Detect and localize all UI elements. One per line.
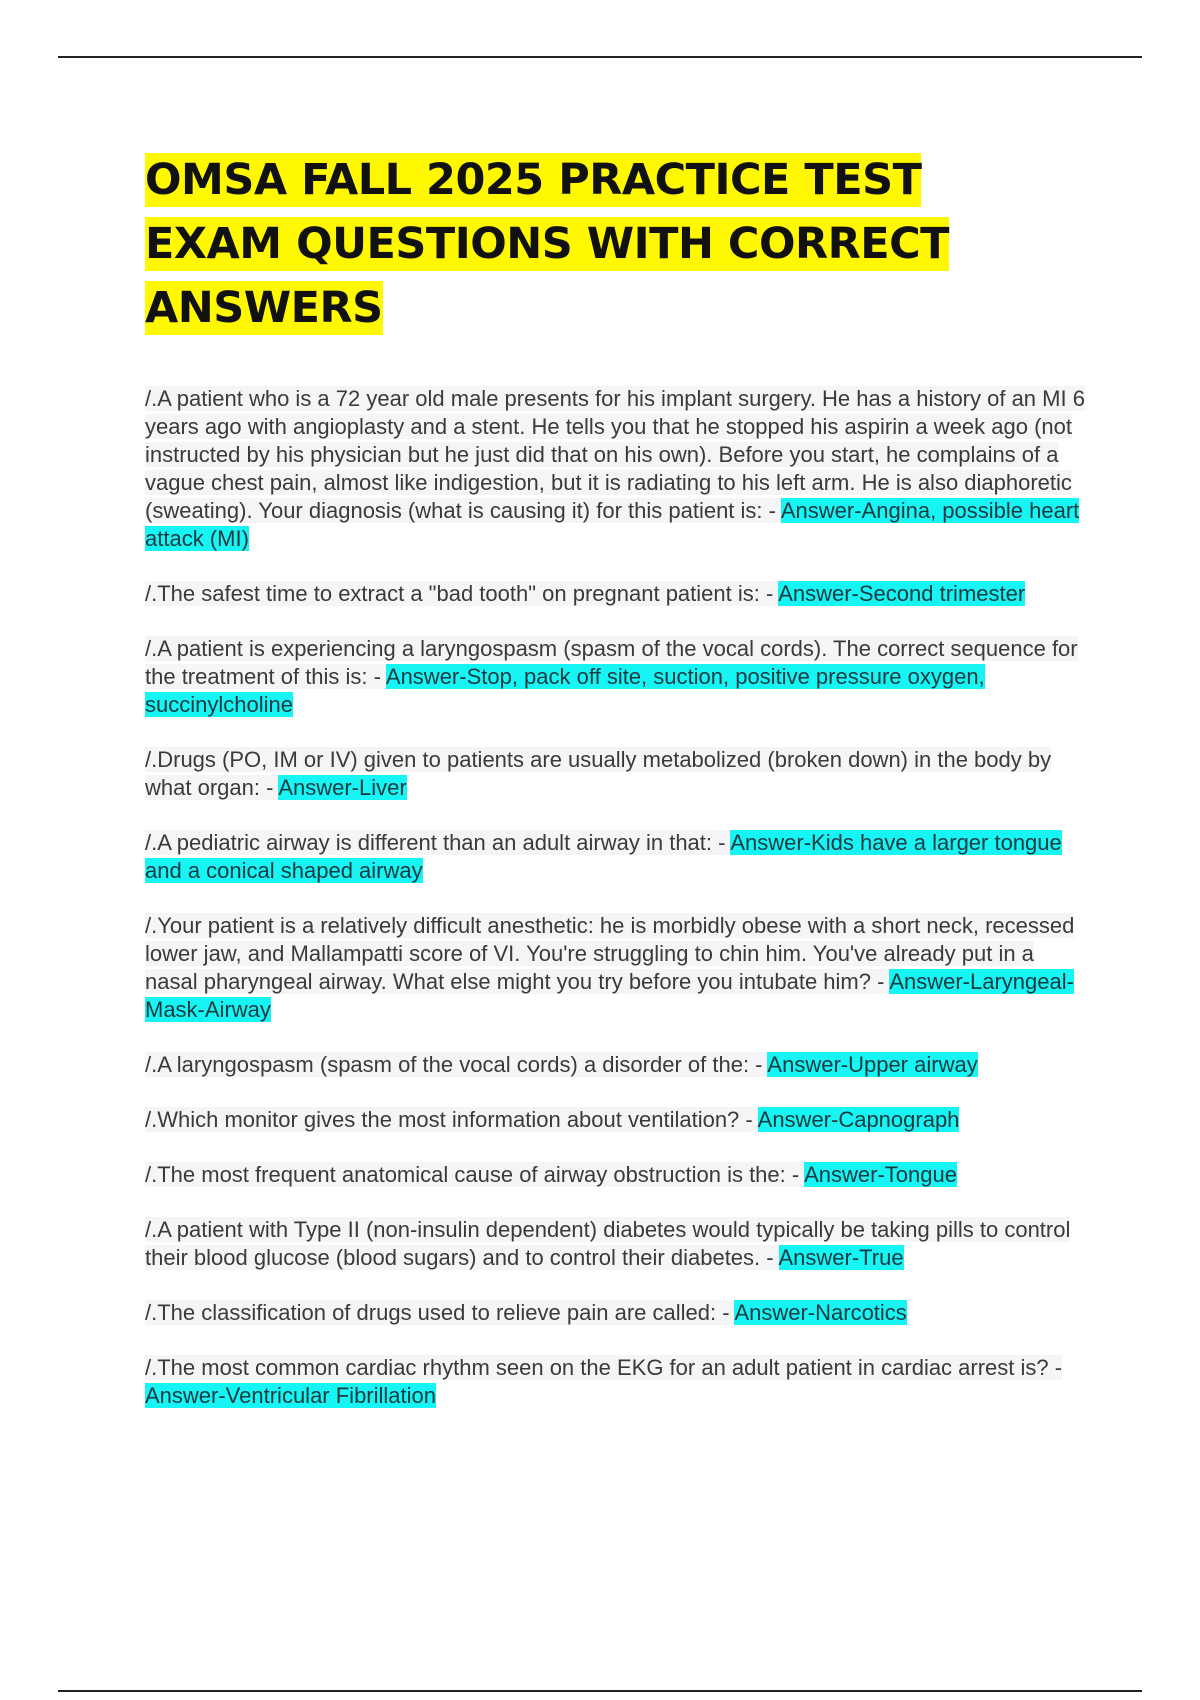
question-item	[145, 912, 1090, 1024]
question-item	[145, 635, 1090, 719]
question-item	[145, 1106, 1090, 1134]
question-item	[145, 1354, 1090, 1410]
question-item	[145, 1299, 1090, 1327]
question-text: /.A patient with Type II (non-insulin dependent) diabetes would typically be taking pills to control their blood glucose (blood sugars) and to control their diabetes. -	[145, 1217, 1071, 1270]
answer-text: Answer-Stop, pack off site, suction, positive pressure oxygen, succinylcholine	[145, 664, 985, 717]
answer-text: Answer-True	[778, 1245, 904, 1270]
question-text: /.A patient who is a 72 year old male presents for his implant surgery. He has a history of an MI 6 years ago with angioplasty and a stent. He tells you that he stopped his aspirin a week ago (not instructed by his physician but he just did that on his own). Before you start, he complains of a vague chest pain, almost like indigestion, but it is radiating to his left arm. He is also diaphoretic (sweating). Your diagnosis (what is causing it) for this patient is: -	[145, 386, 1085, 523]
question-text: /.Your patient is a relatively difficult anesthetic: he is morbidly obese with a short neck, recessed lower jaw, and Mallampatti score of VI. You're struggling to chin him. You've already put in a nasal pharyngeal airway. What else might you try before you intubate him? -	[145, 913, 1075, 994]
top-rule	[58, 56, 1142, 58]
answer-text: Answer-Tongue	[804, 1162, 957, 1187]
question-item	[145, 1051, 1090, 1079]
question-text: /.A pediatric airway is different than an adult airway in that: -	[145, 830, 731, 855]
question-text: /.The classification of drugs used to relieve pain are called: -	[145, 1300, 735, 1325]
question-item	[145, 580, 1090, 608]
question-text: /.Which monitor gives the most information about ventilation? -	[145, 1107, 758, 1132]
answer-text: Answer-Kids have a larger tongue and a conical shaped airway	[145, 830, 1062, 883]
question-item	[145, 829, 1090, 885]
question-text: /.A laryngospasm (spasm of the vocal cords) a disorder of the: -	[145, 1052, 768, 1077]
question-item	[145, 746, 1090, 802]
question-text: /.The most frequent anatomical cause of airway obstruction is the: -	[145, 1162, 805, 1187]
question-text: /.A patient is experiencing a laryngospasm (spasm of the vocal cords). The correct sequence for the treatment of this is: -	[145, 636, 1078, 689]
answer-text: Answer-Second trimester	[778, 581, 1026, 606]
bottom-rule	[58, 1690, 1142, 1692]
answer-text: Answer-Capnograph	[757, 1107, 960, 1132]
document-title	[145, 148, 1065, 340]
answer-text: Answer-Narcotics	[734, 1300, 907, 1325]
question-item	[145, 385, 1090, 553]
question-text: /.The safest time to extract a "bad tooth" on pregnant patient is: -	[145, 581, 779, 606]
answer-text: Answer-Ventricular Fibrillation	[145, 1383, 436, 1408]
answer-text: Answer-Angina, possible heart attack (MI)	[145, 498, 1080, 551]
question-text: /.Drugs (PO, IM or IV) given to patients are usually metabolized (broken down) in the body by what organ: -	[145, 747, 1052, 800]
answer-text: Answer-Liver	[278, 775, 407, 800]
question-item	[145, 1161, 1090, 1189]
question-item	[145, 1216, 1090, 1272]
answer-text: Answer-Laryngeal-Mask-Airway	[145, 969, 1074, 1022]
answer-text: Answer-Upper airway	[767, 1052, 978, 1077]
title-highlight: OMSA FALL 2025 PRACTICE TEST EXAM QUESTIONS WITH CORRECT ANSWERS	[145, 155, 950, 333]
question-text: /.The most common cardiac rhythm seen on the EKG for an adult patient in cardiac arrest is? -	[145, 1355, 1063, 1380]
question-list	[145, 385, 1090, 1437]
